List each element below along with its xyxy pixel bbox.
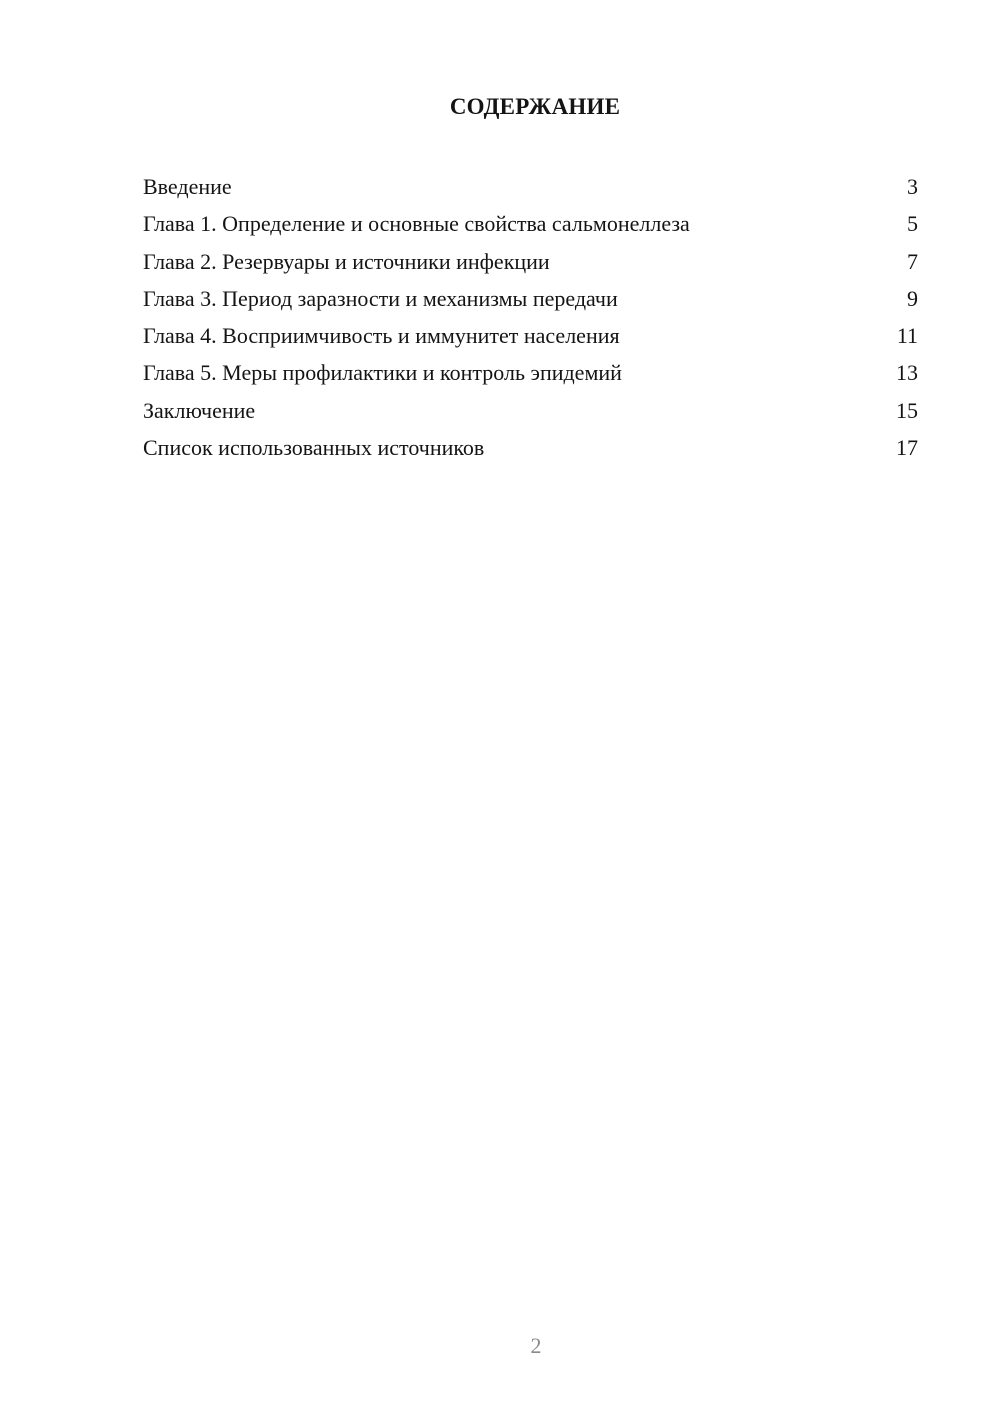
- toc-entry-title: Введение: [143, 174, 232, 199]
- toc-entry-title: Список использованных источников: [143, 435, 485, 461]
- toc-entry-title: Глава 2. Резервуары и источники инфекции: [143, 248, 550, 274]
- toc-entry-page: 11: [896, 323, 918, 349]
- toc-entry-introduction: [143, 168, 918, 205]
- page-number: 2: [530, 1333, 542, 1358]
- toc-entry-page: 7: [907, 248, 918, 274]
- toc-entry-title: Глава 1. Определение и основные свойства сальмонеллеза: [143, 211, 690, 237]
- toc-entry-page: 15: [896, 397, 918, 423]
- toc-entry-page: 3: [907, 174, 918, 199]
- toc-entry-chapter-4: [143, 317, 918, 354]
- toc-entry-chapter-5: [143, 354, 918, 391]
- toc-entry-title: Глава 5. Меры профилактики и контроль эпидемий: [143, 360, 622, 386]
- toc-entry-references: [143, 429, 918, 466]
- toc-entry-page: 9: [907, 285, 918, 311]
- toc-entry-page: 13: [896, 360, 918, 386]
- toc-entry-title: Глава 3. Период заразности и механизмы передачи: [143, 285, 618, 311]
- toc-entry-chapter-1: [143, 205, 918, 242]
- table-of-contents: [143, 168, 918, 466]
- toc-entry-chapter-3: [143, 280, 918, 317]
- toc-entry-page: 17: [896, 435, 918, 461]
- toc-entry-page: 5: [907, 211, 918, 237]
- toc-entry-title: Глава 4. Восприимчивость и иммунитет населения: [143, 323, 620, 349]
- page-title: СОДЕРЖАНИЕ: [449, 94, 621, 119]
- toc-entry-title: Заключение: [143, 397, 256, 423]
- toc-entry-conclusion: [143, 392, 918, 429]
- toc-entry-chapter-2: [143, 243, 918, 280]
